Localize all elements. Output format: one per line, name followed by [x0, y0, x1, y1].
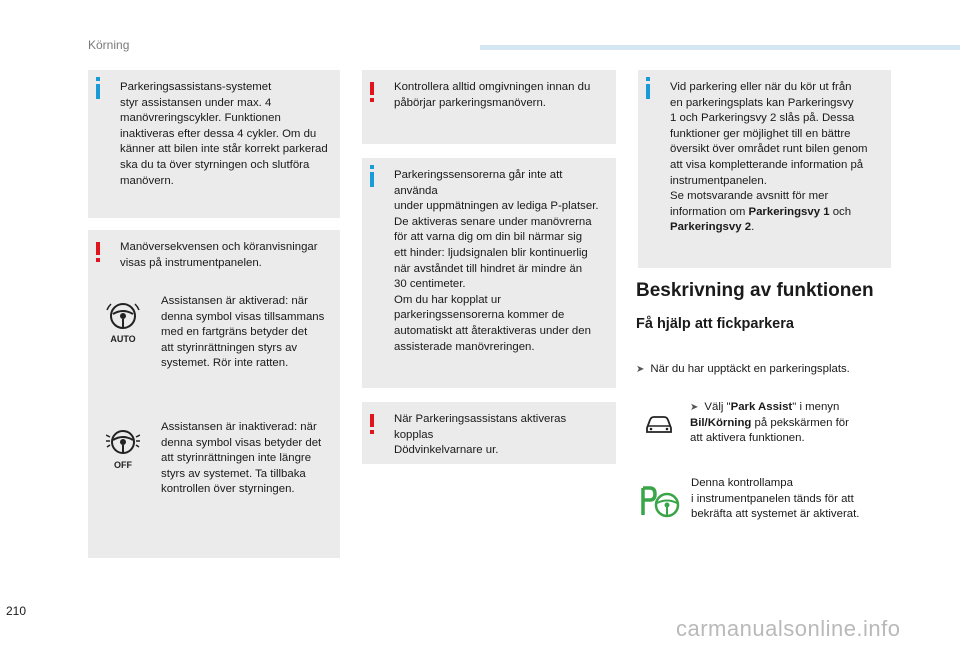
warning-text: Kontrollera alltid omgivningen innan du påbörjar parkeringsmanövern.	[394, 81, 591, 109]
warning-box-instrument	[88, 230, 340, 558]
page-number: 210	[6, 604, 27, 618]
park-assist-lamp-icon	[640, 485, 680, 519]
warning-box-surroundings	[362, 70, 616, 144]
info-text: Parkeringsassistans-systemet styr assistansen under max. 4 manövreringscykler. Funktionen inaktiveras efter dessa 4 cykler. Om du känner att bilen inte står korrekt parkerad ska du ta över styrningen och slutföra manövern.	[120, 81, 328, 187]
warning-box-blind-spot	[362, 402, 616, 464]
step-detect-space	[636, 362, 896, 378]
info-icon	[646, 84, 650, 99]
warning-icon	[370, 82, 374, 95]
section-heading: Beskrivning av funktionen	[636, 280, 874, 301]
info-icon	[96, 84, 100, 99]
auto-label: AUTO	[110, 334, 136, 344]
info-icon	[370, 172, 374, 187]
subsection-heading: Få hjälp att fickparkera	[636, 316, 794, 332]
info-text: Parkeringssensorerna går inte att använda under uppmätningen av lediga P-platser. De aktiveras senare under manövrerna för att varna dig om din bil närmar sig ett hinder: ljudsignalen blir kontinuerlig när avståndet till hindret är mindre än 30 centimeter. Om du har kopplat ur parkeringssensorerna kommer de automatiskt att återaktiveras under den assisterade manövreringen.	[394, 169, 599, 353]
car-icon	[644, 414, 674, 436]
off-description: Assistansen är inaktiverad: när denna symbol visas betyder det att styrinrättningen inte längre styrs av systemet. Ta tillbaka kontrollen över styrningen.	[161, 421, 322, 496]
info-text: Vid parkering eller när du kör ut från en parkeringsplats kan Parkeringsvy 1 och Parkeringsvy 2 slås på. Dessa funktioner ger möjlighet till en bättre översikt över området runt bilen genom att visa kompletterande information på instrumentpanelen. Se motsvarande avsnitt för mer information om Parkeringsvy 1 och Parkeringsvy 2.	[670, 81, 868, 234]
steering-auto-icon	[106, 300, 140, 344]
warning-text: När Parkeringsassistans aktiveras kopplas Dödvinkelvarnare ur.	[394, 413, 567, 457]
warning-icon	[96, 242, 100, 255]
warning-icon	[370, 414, 374, 427]
warning-text: Manöversekvensen och köranvisningar visas på instrumentpanelen.	[120, 241, 318, 269]
info-box-sensors	[362, 158, 616, 388]
watermark: carmanualsonline.info	[676, 616, 901, 641]
section-label: Körning	[88, 38, 130, 52]
bullet-arrow-icon: ➤	[636, 364, 645, 375]
bullet-arrow-icon: ➤	[690, 402, 699, 413]
auto-description: Assistansen är aktiverad: när denna symbol visas tillsammans med en fartgräns betyder det att styrinrättningen styrs av systemet. Rör inte ratten.	[161, 295, 325, 370]
off-label: OFF	[114, 460, 132, 470]
info-box-assist-cycles	[88, 70, 340, 218]
step-text: När du har upptäckt en parkeringsplats.	[650, 363, 850, 375]
header-bar	[480, 45, 960, 50]
steering-off-icon	[106, 426, 140, 470]
lamp-description: Denna kontrollampa i instrumentpanelen tänds för att bekräfta att systemet är aktiverat.	[691, 477, 860, 521]
step-select-park-assist: ➤ Välj "Park Assist" i menyn Bil/Körning på pekskärmen för att aktivera funktionen.	[690, 401, 849, 445]
info-box-parking-view	[638, 70, 891, 268]
